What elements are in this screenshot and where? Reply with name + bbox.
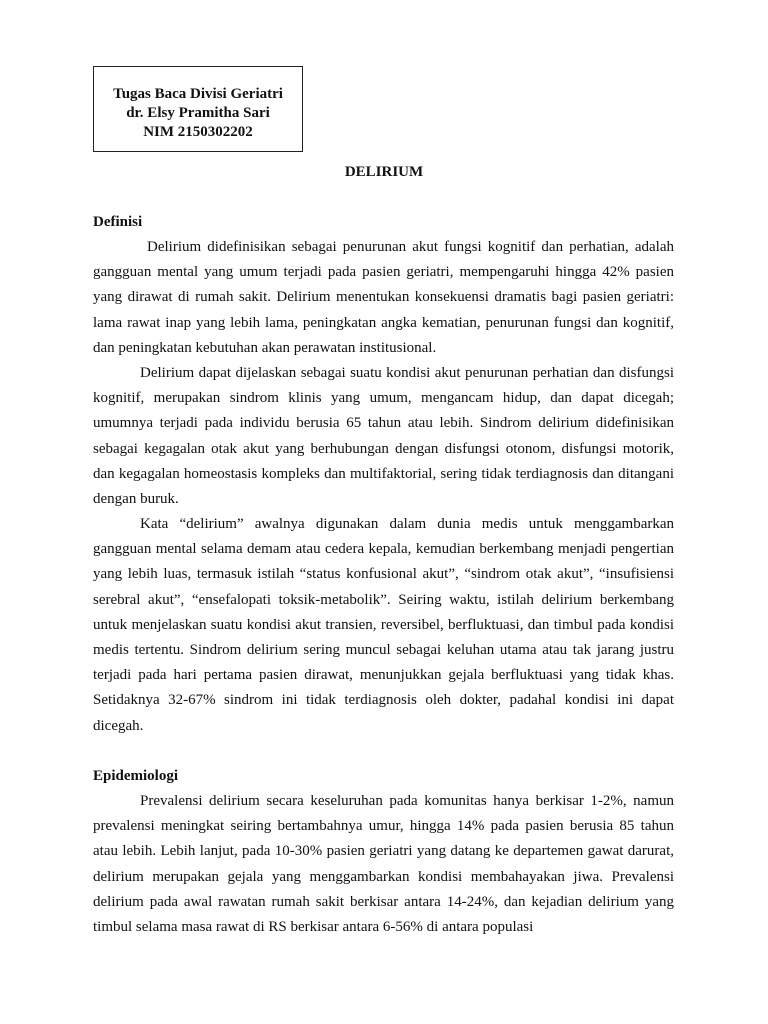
author-info-box xyxy=(93,66,303,152)
document-title: DELIRIUM xyxy=(344,164,424,180)
paragraph-definisi-1: Delirium didefinisikan sebagai penurunan akut fungsi kognitif dan perhatian, adalah gangguan mental yang umum terjadi pada pasien geriatri, mempengaruhi hingga 42% pasien yang dirawat di rumah sakit. Delirium menentukan konsekuensi dramatis bagi pasien geriatri: lama rawat inap yang lebih lama, peningkatan angka kematian, penurunan fungsi dan kognitif, dan peningkatan kebutuhan akan perawatan institusional. xyxy=(93,239,674,356)
author-name: dr. Elsy Pramitha Sari xyxy=(126,105,270,121)
student-id: NIM 2150302202 xyxy=(143,124,253,140)
section-heading-epidemiologi: Epidemiologi xyxy=(93,768,179,784)
paragraph-definisi-2: Delirium dapat dijelaskan sebagai suatu kondisi akut penurunan perhatian dan disfungsi kognitif, merupakan sindrom klinis yang umum, mengancam hidup, dan dapat dicegah; umumnya terjadi pada individu berusia 65 tahun atau lebih. Sindrom delirium didefinisikan sebagai kegagalan otak akut yang berhubungan dengan disfungsi otonom, disfungsi motorik, dan kegagalan homeostasis kompleks dan multifaktorial, sering tidak terdiagnosis dan ditangani dengan buruk. xyxy=(93,365,674,508)
paragraph-definisi-3: Kata “delirium” awalnya digunakan dalam dunia medis untuk menggambarkan gangguan mental selama demam atau cedera kepala, kemudian berkembang menjadi pengertian yang lebih luas, termasuk istilah “status konfusional akut”, “sindrom otak akut”, “insufisiensi serebral akut”, “ensefalopati toksik-metabolik”. Seiring waktu, istilah delirium berkembang untuk menjelaskan suatu kondisi akut transien, reversibel, berfluktuasi, dan timbul pada kondisi medis tertentu. Sindrom delirium sering muncul sebagai keluhan utama atau tak jarang justru terjadi pada hari pertama pasien dirawat, menunjukkan gejala berfluktuasi yang tidak khas. Setidaknya 32-67% sindrom ini tidak terdiagnosis oleh dokter, padahal kondisi ini dapat dicegah. xyxy=(93,516,674,734)
paragraph-epidemiologi-1: Prevalensi delirium secara keseluruhan pada komunitas hanya berkisar 1-2%, namun prevalensi meningkat seiring bertambahnya umur, hingga 14% pada pasien berusia 85 tahun atau lebih. Lebih lanjut, pada 10-30% pasien geriatri yang datang ke departemen gawat darurat, delirium merupakan gejala yang menggambarkan kondisi membahayakan jiwa. Prevalensi delirium pada awal rawatan rumah sakit berkisar antara 14-24%, dan kejadian delirium yang timbul selama masa rawat di RS berkisar antara 6-56% di antara populasi xyxy=(93,793,674,936)
assignment-title: Tugas Baca Divisi Geriatri xyxy=(113,86,283,102)
section-heading-definisi: Definisi xyxy=(93,214,143,230)
